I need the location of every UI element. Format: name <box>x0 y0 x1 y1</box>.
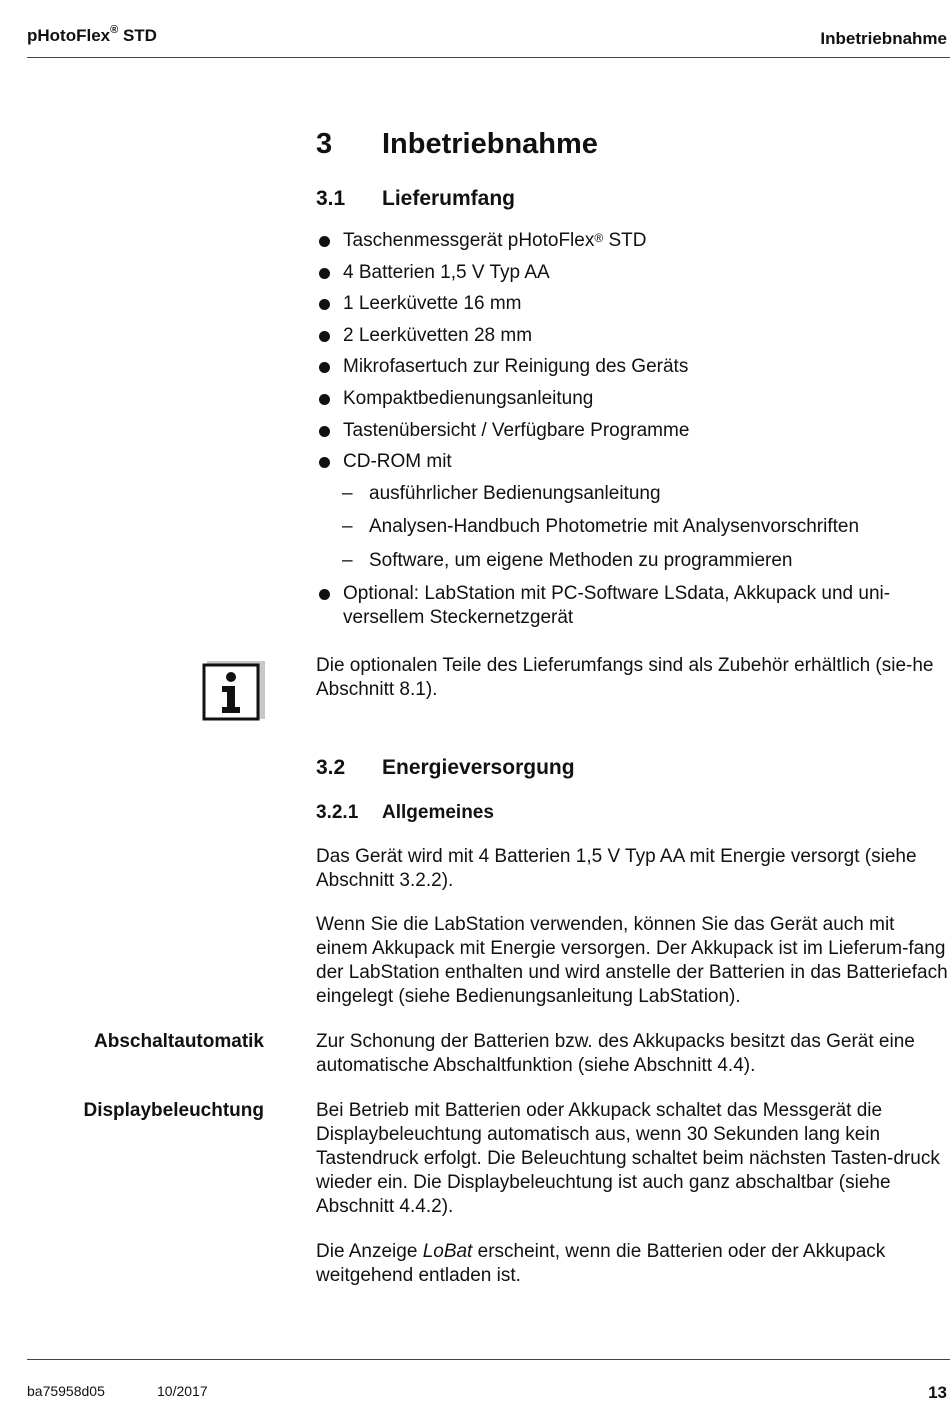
chapter-heading <box>316 128 598 161</box>
paragraph-general-1: Das Gerät wird mit 4 Batterien 1,5 V Typ AA mit Energie versorgt (siehe Abschnitt 3.2.2). <box>316 846 917 891</box>
section-number: 3.1 <box>316 187 346 210</box>
side-label-displaybeleuchtung: Displaybeleuchtung <box>83 1100 264 1121</box>
chapter-title: Inbetriebnahme <box>382 128 598 160</box>
sub-list-item: – Software, um eigene Methoden zu programmieren <box>316 549 948 573</box>
list-item: 1 Leerküvette 16 mm <box>316 292 948 316</box>
list-item: 2 Leerküvetten 28 mm <box>316 324 948 348</box>
footer-doc-id: ba75958d05 <box>27 1383 105 1399</box>
footer-rule <box>27 1359 950 1360</box>
delivery-list <box>316 229 948 638</box>
lobat-term: LoBat <box>422 1241 473 1262</box>
lobat-prefix: Die Anzeige <box>316 1241 423 1262</box>
list-item-text: Taschenmessgerät pHotoFlex <box>343 230 595 251</box>
subsection-title: Allgemeines <box>382 802 494 823</box>
list-item: Tastenübersicht / Verfügbare Programme <box>316 419 948 443</box>
sub-list-item: – ausführlicher Bedienungsanleitung <box>316 482 948 506</box>
header-registered-mark: ® <box>110 24 119 36</box>
paragraph-general-2: Wenn Sie die LabStation verwenden, können Sie das Gerät auch mit einem Akkupack mit Energie versorgen. Der Akkupack ist im Lieferum-fang der LabStation enthalten und wird anstelle der Batterien in das Batteriefach eingelegt (siehe Bedienungsanleitung LabStation). <box>316 914 948 1007</box>
list-item: Mikrofasertuch zur Reinigung des Geräts <box>316 355 948 379</box>
list-item: Kompaktbedienungsanleitung <box>316 387 948 411</box>
section-heading-3-1 <box>316 187 515 211</box>
section-title: Energieversorgung <box>382 756 575 779</box>
info-icon <box>201 659 265 723</box>
header-product-suffix: STD <box>118 26 157 45</box>
subsection-number: 3.2.1 <box>316 802 359 823</box>
header-product <box>27 26 157 46</box>
side-label-abschaltautomatik: Abschaltautomatik <box>94 1031 264 1052</box>
chapter-number: 3 <box>316 128 333 160</box>
footer-date: 10/2017 <box>157 1383 208 1399</box>
paragraph-abschaltautomatik: Zur Schonung der Batterien bzw. des Akkupacks besitzt das Gerät eine automatische Abschaltfunktion (siehe Abschnitt 4.4). <box>316 1031 915 1076</box>
list-item <box>316 229 948 253</box>
list-item-suffix: STD <box>603 230 647 251</box>
info-note: Die optionalen Teile des Lieferumfangs sind als Zubehör erhältlich (sie-he Abschnitt 8.1). <box>316 655 934 700</box>
paragraph-lobat <box>316 1240 948 1288</box>
subsection-heading-3-2-1 <box>316 802 494 824</box>
list-item: 4 Batterien 1,5 V Typ AA <box>316 261 948 285</box>
header-product-name: pHotoFlex <box>27 26 111 45</box>
paragraph-displaybeleuchtung: Bei Betrieb mit Batterien oder Akkupack schaltet das Messgerät die Displaybeleuchtung automatisch aus, wenn 30 Sekunden lang kein Tastendruck erfolgt. Die Beleuchtung schaltet beim nächsten Tasten-druck wieder ein. Die Displaybeleuchtung ist auch ganz abschaltbar (siehe Abschnitt 4.4.2). <box>316 1100 940 1217</box>
section-title: Lieferumfang <box>382 187 516 210</box>
list-item-optional: Optional: LabStation mit PC-Software LSdata, Akkupack und uni-versellem Steckernetzgerät <box>316 582 948 630</box>
section-heading-3-2 <box>316 756 575 780</box>
page-number: 13 <box>928 1383 947 1402</box>
section-number: 3.2 <box>316 756 346 779</box>
list-item: CD-ROM mit <box>316 450 948 474</box>
registered-mark: ® <box>594 231 604 245</box>
header-section-title: Inbetriebnahme <box>820 29 947 48</box>
sub-list-item: – Analysen-Handbuch Photometrie mit Analysenvorschriften <box>316 515 948 539</box>
lobat-suffix: erscheint, wenn die Batterien oder der Akkupack weitgehend entladen ist. <box>316 1241 886 1286</box>
header-rule <box>27 57 950 58</box>
